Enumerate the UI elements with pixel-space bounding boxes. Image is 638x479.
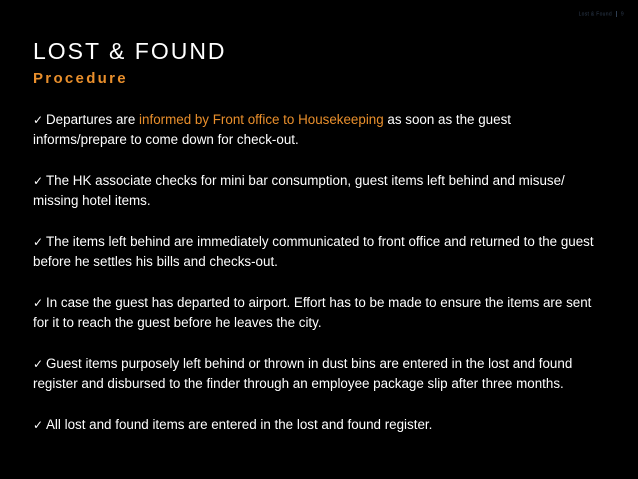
- slide-title: LOST & FOUND: [33, 38, 227, 64]
- header-divider: [616, 11, 617, 17]
- procedure-item-text: All lost and found items are entered in the lost and found register.: [46, 417, 433, 432]
- procedure-item: [33, 171, 603, 211]
- page-number: 9: [620, 11, 624, 18]
- procedure-item-text: In case the guest has departed to airport. Effort has to be made to ensure the items are sent for it to reach the guest before he leaves the city.: [33, 295, 592, 330]
- procedure-item-text: The items left behind are immediately communicated to front office and returned to the guest before he settles his bills and checks-out.: [33, 234, 594, 269]
- check-mark-icon: ✓: [33, 235, 44, 249]
- check-mark-icon: ✓: [33, 296, 44, 310]
- slide-subtitle: Procedure: [33, 70, 128, 87]
- procedure-item: [33, 354, 603, 394]
- procedure-item-highlight: informed by Front office to Housekeeping: [139, 112, 384, 127]
- procedure-item-text: Departures are: [46, 112, 140, 127]
- procedure-item-text-end: as soon as the guest informs/prepare to come down for check-out.: [33, 112, 511, 147]
- procedure-item: [33, 415, 603, 435]
- check-mark-icon: ✓: [33, 174, 44, 188]
- check-mark-icon: ✓: [33, 418, 44, 432]
- header-meta-label: Lost & Found: [578, 11, 612, 18]
- procedure-item-text: Guest items purposely left behind or thrown in dust bins are entered in the lost and found register and disbursed to the finder through an employee package slip after three months.: [33, 356, 573, 391]
- check-mark-icon: ✓: [33, 357, 44, 371]
- procedure-item: [33, 110, 603, 150]
- procedure-item: [33, 293, 603, 333]
- procedure-item: [33, 232, 603, 272]
- check-mark-icon: ✓: [33, 113, 44, 127]
- procedure-item-text: The HK associate checks for mini bar consumption, guest items left behind and misuse/ missing hotel items.: [33, 173, 565, 208]
- slide-header-meta: [579, 11, 624, 17]
- procedure-list: [33, 110, 603, 456]
